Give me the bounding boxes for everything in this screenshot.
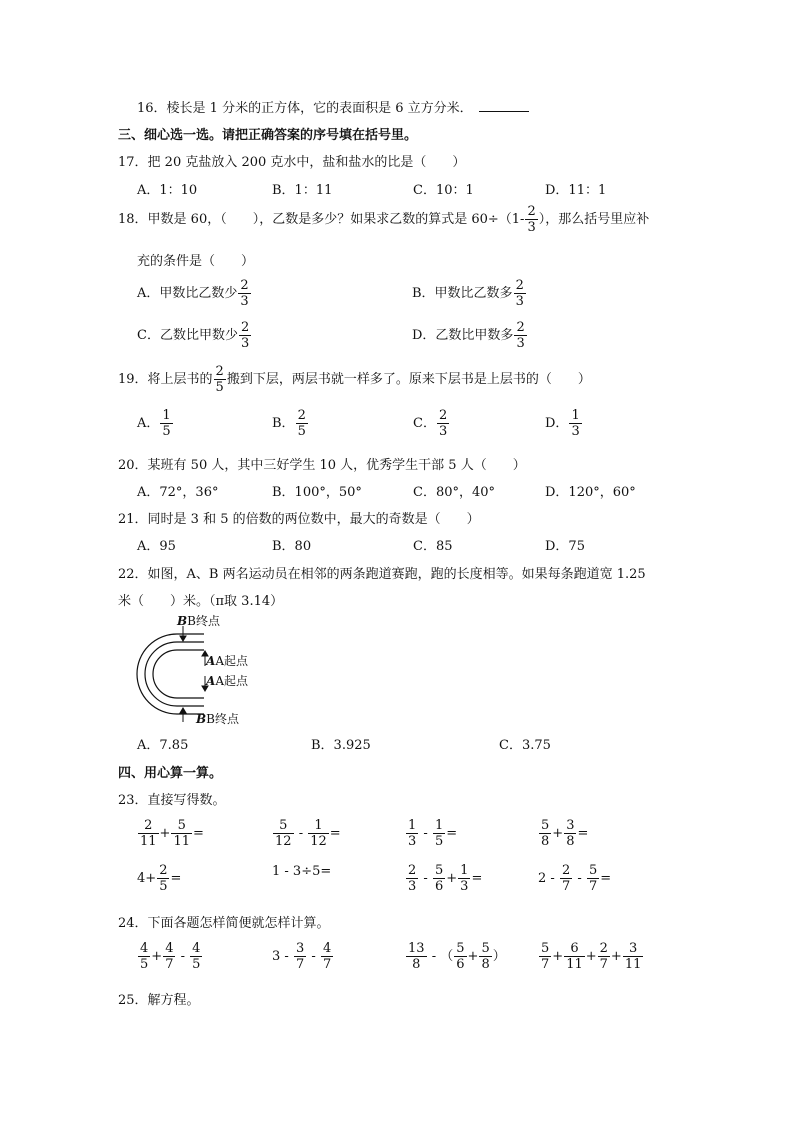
q19-question: 19．将上层书的 $\frac{2}{5}$ 搬到下层，两层书就一样多了。原来下层书是上层书的（ ） bbox=[118, 364, 591, 395]
q17-text: 17．把 20 克盐放入 200 克水中，盐和盐水的比是（ ） bbox=[118, 155, 466, 170]
q21-text: 21．同时是 3 和 5 的倍数的两位数中，最大的奇数是（ ） bbox=[118, 512, 480, 527]
q21-option-c[interactable]: C．85 bbox=[413, 539, 453, 554]
q19-option-b[interactable]: B． $\frac{2}{5}$ bbox=[272, 408, 306, 439]
q23-expr-7: $\frac{2}{3}$ - $\frac{5}{6}$ + $\frac{1}{3}$ = bbox=[408, 863, 483, 894]
q24-text: 24．下面各题怎样简便就怎样计算。 bbox=[118, 916, 330, 931]
q16-line bbox=[137, 97, 529, 116]
q20-option-a[interactable]: A．72°，36° bbox=[137, 485, 219, 500]
q17-option-a[interactable]: A．1：10 bbox=[137, 183, 198, 198]
running-track-figure bbox=[132, 612, 262, 727]
q23-expr-1: $\frac{2}{11}$ + $\frac{5}{11}$ = bbox=[140, 818, 204, 849]
q20-option-c[interactable]: C．80°，40° bbox=[413, 485, 496, 500]
q16-text: 16．棱长是 1 分米的正方体，它的表面积是 6 立方分米． bbox=[137, 101, 473, 116]
q23-expr-4: $\frac{5}{8}$ + $\frac{3}{8}$ = bbox=[541, 818, 589, 849]
q21-option-b[interactable]: B．80 bbox=[272, 539, 312, 554]
q19-option-c[interactable]: C． $\frac{2}{3}$ bbox=[413, 408, 448, 439]
q23-expr-2: $\frac{5}{12}$ - $\frac{1}{12}$ = bbox=[275, 818, 341, 849]
q20-option-b[interactable]: B．100°，50° bbox=[272, 485, 362, 500]
q21-option-d[interactable]: D．75 bbox=[545, 539, 585, 554]
q17-option-b[interactable]: B．1：11 bbox=[272, 183, 333, 198]
label-b-top: BB终点 bbox=[177, 614, 220, 628]
q18-option-c[interactable]: C．乙数比甲数少 $\frac{2}{3}$ bbox=[137, 320, 250, 351]
q18-text-a: 18．甲数是 60，（ ），乙数是多少？如果求乙数的算式是 60÷（1- bbox=[118, 212, 525, 227]
section3-title: 三、细心选一选。请把正确答案的序号填在括号里。 bbox=[118, 128, 418, 143]
track-lanes bbox=[137, 634, 204, 714]
q23-expr-5: 4+ $\frac{2}{5}$ = bbox=[137, 863, 182, 894]
q22-option-a[interactable]: A．7.85 bbox=[137, 738, 189, 753]
q23-expr-6: 1 - 3÷5= bbox=[272, 864, 332, 879]
q20-option-d[interactable]: D．120°，60° bbox=[545, 485, 636, 500]
arrows bbox=[180, 626, 208, 722]
label-a-1: AA起点 bbox=[206, 654, 248, 668]
q19-fraction: $\frac{2}{5}$ bbox=[215, 364, 224, 395]
q16-answer-blank[interactable] bbox=[479, 99, 529, 112]
q24-expr-2: 3 - $\frac{3}{7}$ - $\frac{4}{7}$ bbox=[272, 941, 332, 972]
q24-expr-4: $\frac{5}{7}$ + $\frac{6}{11}$ + $\frac{2}{7}$ + $\frac{3}{11}$ bbox=[541, 941, 642, 972]
q18-text-c: 充的条件是（ ） bbox=[137, 254, 255, 269]
q18-fraction: $\frac{2}{3}$ bbox=[527, 204, 536, 235]
q18-text-b: ），那么括号里应补 bbox=[538, 212, 650, 227]
q18-question bbox=[118, 204, 649, 235]
section4-title: 四、用心算一算。 bbox=[118, 766, 223, 781]
q24-expr-3: $\frac{13}{8}$ - （ $\frac{5}{6}$ + $\frac{5}{8}$ ） bbox=[408, 941, 506, 972]
q20-text: 20．某班有 50 人，其中三好学生 10 人，优秀学生干部 5 人（ ） bbox=[118, 458, 526, 473]
q23-expr-8: 2 - $\frac{2}{7}$ - $\frac{5}{7}$ = bbox=[538, 863, 612, 894]
q17-option-d[interactable]: D．11：1 bbox=[545, 183, 607, 198]
q23-text: 23．直接写得数。 bbox=[118, 793, 226, 808]
q17-option-c[interactable]: C．10：1 bbox=[413, 183, 474, 198]
q22-text-b: 米（ ）米。（π取 3.14） bbox=[118, 594, 284, 609]
q25-text: 25．解方程。 bbox=[118, 993, 200, 1008]
q23-expr-3: $\frac{1}{3}$ - $\frac{1}{5}$ = bbox=[408, 818, 458, 849]
label-a-2: AA起点 bbox=[206, 674, 248, 688]
label-b-bottom: BB终点 bbox=[196, 712, 239, 726]
q22-option-b[interactable]: B．3.925 bbox=[311, 738, 371, 753]
q18-option-b[interactable]: B．甲数比乙数多 $\frac{2}{3}$ bbox=[412, 278, 524, 309]
q18-option-a[interactable]: A．甲数比乙数少 $\frac{2}{3}$ bbox=[137, 278, 249, 309]
q22-text-a: 22．如图，A、B 两名运动员在相邻的两条跑道赛跑，跑的长度相等。如果每条跑道宽 1.25 bbox=[118, 567, 646, 582]
q18-option-d[interactable]: D．乙数比甲数多 $\frac{2}{3}$ bbox=[412, 320, 525, 351]
q22-option-c[interactable]: C．3.75 bbox=[499, 738, 551, 753]
q19-option-a[interactable]: A． $\frac{1}{5}$ bbox=[137, 408, 171, 439]
q21-option-a[interactable]: A．95 bbox=[137, 539, 176, 554]
q19-option-d[interactable]: D． $\frac{1}{3}$ bbox=[545, 408, 580, 439]
q24-expr-1: $\frac{4}{5}$ + $\frac{4}{7}$ - $\frac{4}{5}$ bbox=[140, 941, 201, 972]
